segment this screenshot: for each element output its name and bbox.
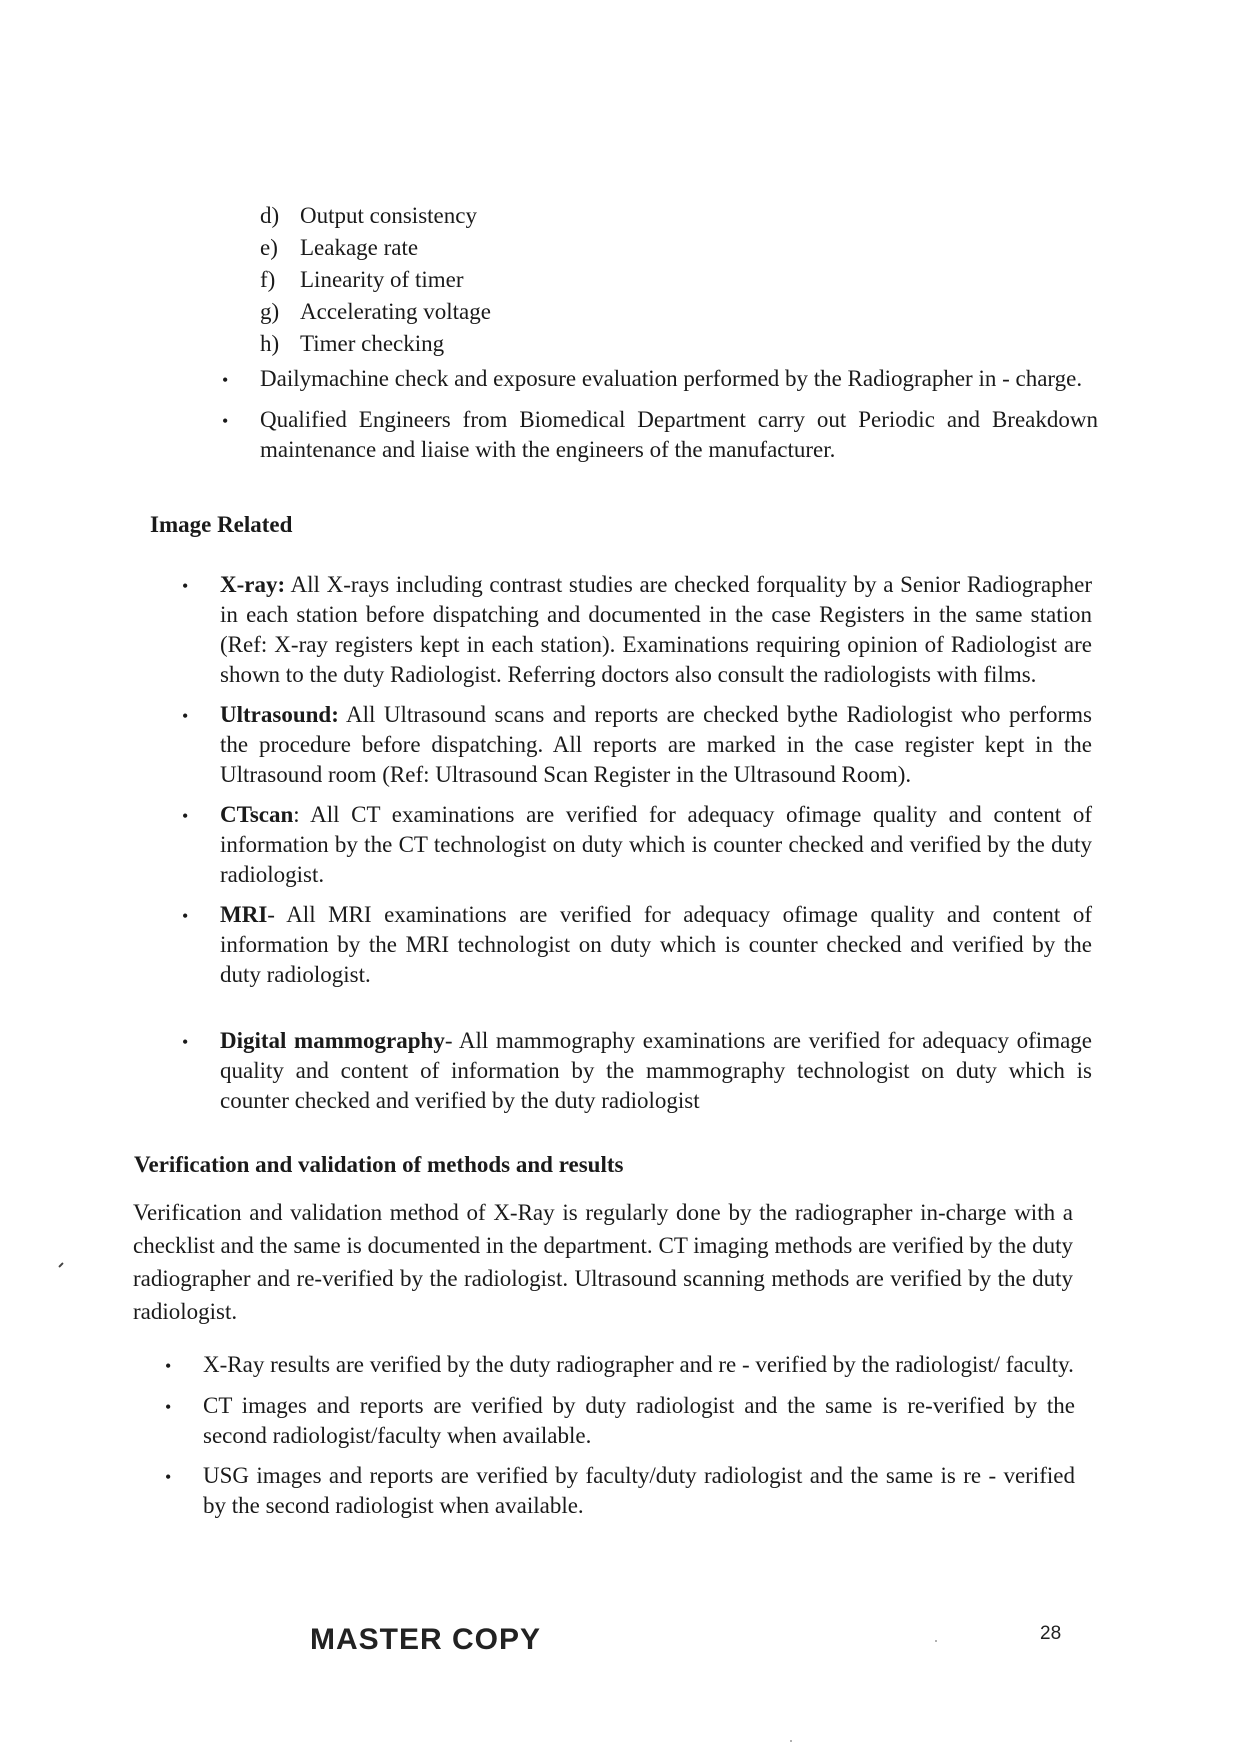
list-item: [260, 328, 960, 360]
list-marker: e): [260, 235, 278, 260]
bullet-text: CT images and reports are verified by duty radiologist and the same is re-verified by the second radiologist/faculty when available.: [203, 1393, 1075, 1448]
bullet-item: [182, 700, 1092, 790]
bullet-item: [222, 405, 1098, 465]
bullet-text: All X-rays including contrast studies are checked forquality by a Senior Radiographer in each station before dispatching and documented in the case Registers in the same station (Ref: X-ray registers kept in each station). Examinations requiring opinion of Radiologist are shown to the duty Radiologist. Referring doctors also consult the radiologists with films.: [220, 572, 1092, 687]
list-text: Output consistency: [300, 203, 477, 228]
bullet-term: MRI: [220, 902, 268, 927]
bullet-text: Dailymachine check and exposure evaluation performed by the Radiographer in - charge.: [260, 366, 1083, 391]
list-marker: f): [260, 267, 276, 292]
bullet-item: [182, 900, 1092, 990]
bullet-term: X-ray:: [220, 572, 286, 597]
bullet-item: [182, 800, 1092, 890]
bullet-item: [165, 1391, 1075, 1451]
verification-bullets: [165, 1350, 1075, 1531]
bullet-icon: •: [165, 1397, 172, 1417]
bullet-icon: •: [222, 411, 229, 431]
bullet-icon: •: [165, 1356, 172, 1376]
bullet-icon: •: [182, 706, 189, 726]
bullet-term: Digital mammography: [220, 1028, 445, 1053]
checklist-items: [260, 200, 960, 360]
list-item: [260, 264, 960, 296]
bullet-item: [182, 1026, 1092, 1116]
bullet-term: CTscan: [220, 802, 294, 827]
spacer: [182, 1000, 1092, 1026]
scan-speck: [935, 1640, 937, 1642]
bullet-text: X-Ray results are verified by the duty radiographer and re - verified by the radiologist/ faculty.: [203, 1352, 1074, 1377]
section-heading-verification: Verification and validation of methods and results: [134, 1152, 624, 1177]
bullet-icon: •: [222, 370, 229, 390]
list-item: [260, 296, 960, 328]
bullet-icon: •: [182, 806, 189, 826]
list-marker: h): [260, 331, 280, 356]
list-text: Leakage rate: [300, 235, 419, 260]
bullet-icon: •: [182, 576, 189, 596]
bullet-item: [222, 364, 1098, 395]
bullet-icon: •: [182, 1032, 189, 1052]
bullet-text: : All CT examinations are verified for adequacy ofimage quality and content of information by the CT technologist on duty which is counter checked and verified by the duty radiologist.: [220, 802, 1092, 887]
list-item: [260, 232, 960, 264]
bullet-item: [165, 1350, 1075, 1381]
list-text: Accelerating voltage: [300, 299, 491, 324]
bullet-text: USG images and reports are verified by faculty/duty radiologist and the same is re - verified by the second radiologist when available.: [203, 1463, 1075, 1518]
list-marker: d): [260, 203, 280, 228]
page-number: 28: [1040, 1623, 1062, 1644]
list-item: [260, 200, 960, 232]
bullet-icon: •: [165, 1467, 172, 1487]
verification-paragraph: Verification and validation method of X-Ray is regularly done by the radiographer in-charge with a checklist and the same is documented in the department. CT imaging methods are verified by the duty radiographer and re-verified by the radiologist. Ultrasound scanning methods are verified by the duty radiologist.: [133, 1200, 1073, 1324]
bullet-icon: •: [182, 906, 189, 926]
bullet-text: All Ultrasound scans and reports are checked bythe Radiologist who performs the procedure before dispatching. All reports are marked in the case register kept in the Ultrasound room (Ref: Ultrasound Scan Register in the Ultrasound Room).: [220, 702, 1092, 787]
bullet-item: [165, 1461, 1075, 1521]
bullet-text: - All mammography examinations are verified for adequacy ofimage quality and content of information by the mammography technologist on duty which is counter checked and verified by the duty radiologist: [220, 1028, 1092, 1113]
list-marker: g): [260, 299, 280, 324]
scan-speck: [790, 1740, 792, 1742]
bullet-item: [182, 570, 1092, 690]
list-text: Linearity of timer: [300, 267, 464, 292]
bullet-text: Qualified Engineers from Biomedical Department carry out Periodic and Breakdown maintenance and liaise with the engineers of the manufacturer.: [260, 407, 1098, 462]
list-text: Timer checking: [300, 331, 445, 356]
section-heading-image-related: Image Related: [150, 512, 293, 537]
master-copy-stamp: MASTER COPY: [310, 1623, 542, 1656]
maintenance-bullets: [222, 364, 1098, 475]
bullet-term: Ultrasound:: [220, 702, 339, 727]
image-related-bullets: [182, 570, 1092, 1126]
bullet-text: - All MRI examinations are verified for adequacy ofimage quality and content of information by the MRI technologist on duty which is counter checked and verified by the duty radiologist.: [220, 902, 1092, 987]
scan-mark: [58, 1262, 64, 1268]
